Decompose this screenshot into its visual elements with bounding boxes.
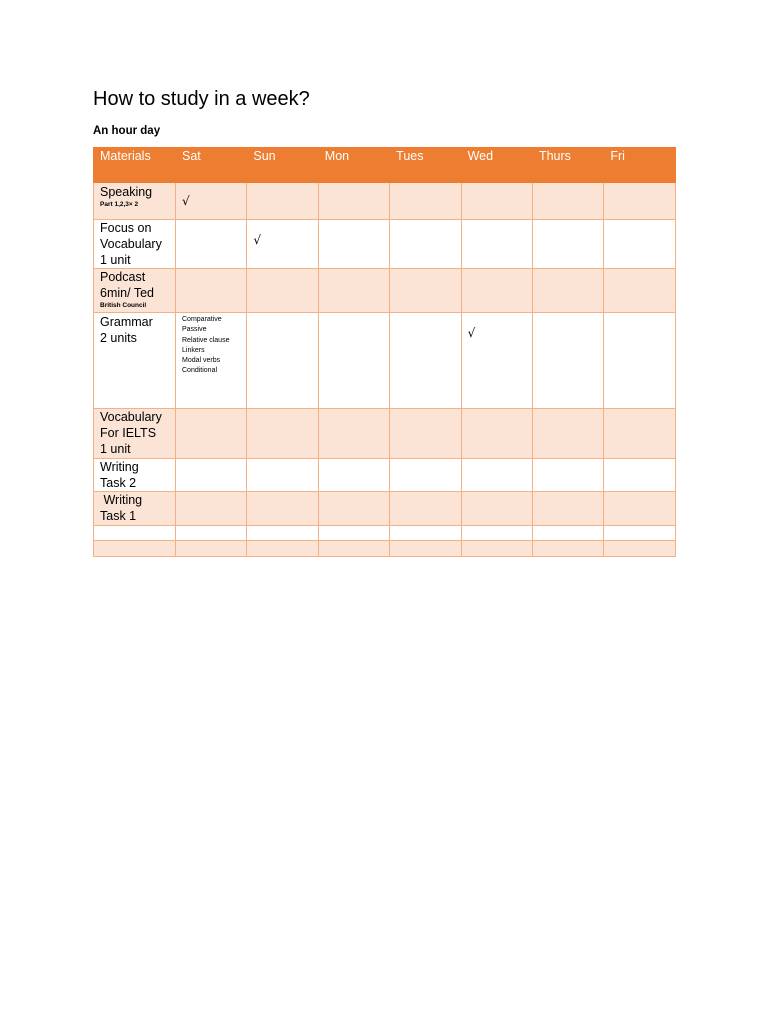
header-fri: Fri bbox=[604, 148, 675, 183]
cell-thurs bbox=[532, 220, 603, 269]
cell-sun bbox=[247, 183, 318, 220]
cell-fri bbox=[604, 183, 675, 220]
material-label: Vocabulary bbox=[100, 237, 162, 251]
cell-sat bbox=[176, 459, 247, 492]
grammar-topic: Relative clause bbox=[182, 336, 230, 344]
cell-thurs bbox=[532, 183, 603, 220]
cell-fri bbox=[604, 409, 675, 459]
material-label: 1 unit bbox=[100, 442, 131, 456]
material-label: Podcast bbox=[100, 270, 146, 284]
cell-tues bbox=[390, 220, 461, 269]
table-row bbox=[94, 220, 676, 269]
cell-sun bbox=[247, 459, 318, 492]
material-label: Vocabulary bbox=[100, 410, 162, 424]
cell-sun bbox=[247, 492, 318, 526]
cell-thurs bbox=[532, 409, 603, 459]
cell-fri bbox=[604, 269, 675, 313]
grammar-topic: Modal verbs bbox=[182, 357, 221, 365]
cell-sun bbox=[247, 526, 318, 541]
table-row bbox=[94, 409, 676, 459]
material-cell bbox=[94, 541, 176, 557]
cell-tues bbox=[390, 183, 461, 220]
cell-tues bbox=[390, 459, 461, 492]
cell-wed bbox=[461, 313, 532, 409]
cell-wed bbox=[461, 541, 532, 557]
check-mark: √ bbox=[467, 326, 476, 340]
table-row bbox=[94, 526, 676, 541]
cell-mon bbox=[318, 220, 389, 269]
table-row bbox=[94, 492, 676, 526]
cell-thurs bbox=[532, 459, 603, 492]
cell-wed bbox=[461, 269, 532, 313]
grammar-topic: Conditional bbox=[182, 367, 218, 375]
cell-thurs bbox=[532, 541, 603, 557]
cell-fri bbox=[604, 220, 675, 269]
header-sun: Sun bbox=[247, 148, 318, 183]
cell-sat bbox=[176, 269, 247, 313]
cell-fri bbox=[604, 541, 675, 557]
cell-sat bbox=[176, 541, 247, 557]
material-note: British Council bbox=[100, 302, 147, 309]
table-row bbox=[94, 269, 676, 313]
study-schedule-table bbox=[93, 147, 676, 557]
cell-sat bbox=[176, 183, 247, 220]
grammar-topic: Comparative bbox=[182, 316, 222, 323]
cell-sat bbox=[176, 526, 247, 541]
cell-thurs bbox=[532, 526, 603, 541]
material-label: For IELTS bbox=[100, 426, 157, 440]
header-sat: Sat bbox=[176, 148, 247, 183]
material-label: 2 units bbox=[100, 331, 137, 345]
material-cell bbox=[94, 459, 176, 492]
cell-mon bbox=[318, 526, 389, 541]
cell-wed bbox=[461, 526, 532, 541]
material-label: Focus on bbox=[100, 221, 152, 235]
table-row bbox=[94, 459, 676, 492]
cell-wed bbox=[461, 459, 532, 492]
header-thurs: Thurs bbox=[532, 148, 603, 183]
material-label: Writing bbox=[100, 493, 143, 507]
header-tues: Tues bbox=[390, 148, 461, 183]
cell-wed bbox=[461, 492, 532, 526]
cell-sun bbox=[247, 409, 318, 459]
material-cell bbox=[94, 183, 176, 220]
cell-wed bbox=[461, 183, 532, 220]
cell-sat bbox=[176, 492, 247, 526]
material-label: 6min/ Ted bbox=[100, 286, 154, 300]
cell-mon bbox=[318, 183, 389, 220]
cell-fri bbox=[604, 459, 675, 492]
cell-tues bbox=[390, 492, 461, 526]
cell-mon bbox=[318, 269, 389, 313]
cell-mon bbox=[318, 313, 389, 409]
cell-fri bbox=[604, 492, 675, 526]
cell-sat bbox=[176, 409, 247, 459]
cell-sun bbox=[247, 541, 318, 557]
cell-tues bbox=[390, 313, 461, 409]
cell-tues bbox=[390, 409, 461, 459]
cell-mon bbox=[318, 459, 389, 492]
page-subtitle: An hour day bbox=[93, 125, 161, 137]
cell-tues bbox=[390, 269, 461, 313]
table-header-row bbox=[94, 148, 676, 183]
material-label: Task 2 bbox=[100, 476, 137, 490]
material-label: 1 unit bbox=[100, 253, 131, 267]
cell-tues bbox=[390, 526, 461, 541]
cell-mon bbox=[318, 541, 389, 557]
material-cell bbox=[94, 269, 176, 313]
material-label: Task 1 bbox=[100, 509, 137, 523]
cell-fri bbox=[604, 313, 675, 409]
check-mark: √ bbox=[253, 233, 262, 247]
cell-wed bbox=[461, 409, 532, 459]
cell-thurs bbox=[532, 313, 603, 409]
material-note: Part 1,2,3× 2 bbox=[100, 201, 139, 208]
material-cell bbox=[94, 492, 176, 526]
cell-thurs bbox=[532, 269, 603, 313]
header-mon: Mon bbox=[318, 148, 389, 183]
cell-sun bbox=[247, 313, 318, 409]
grammar-topic-list bbox=[182, 313, 240, 377]
cell-sun bbox=[247, 220, 318, 269]
cell-wed bbox=[461, 220, 532, 269]
material-label: Speaking bbox=[100, 185, 153, 199]
table-row bbox=[94, 541, 676, 557]
cell-sat bbox=[176, 313, 247, 409]
material-cell bbox=[94, 526, 176, 541]
header-wed: Wed bbox=[461, 148, 532, 183]
cell-thurs bbox=[532, 492, 603, 526]
table-row bbox=[94, 183, 676, 220]
cell-fri bbox=[604, 526, 675, 541]
grammar-topic: Passive bbox=[182, 326, 207, 334]
cell-sat bbox=[176, 220, 247, 269]
grammar-topic: Linkers bbox=[182, 346, 205, 354]
material-cell bbox=[94, 313, 176, 409]
page-title: How to study in a week? bbox=[93, 88, 310, 110]
cell-mon bbox=[318, 492, 389, 526]
material-cell bbox=[94, 220, 176, 269]
cell-tues bbox=[390, 541, 461, 557]
cell-mon bbox=[318, 409, 389, 459]
material-cell bbox=[94, 409, 176, 459]
material-label: Grammar bbox=[100, 315, 153, 329]
header-materials: Materials bbox=[94, 148, 176, 183]
check-mark: √ bbox=[182, 194, 190, 208]
table-row bbox=[94, 313, 676, 409]
material-label: Writing bbox=[100, 460, 139, 474]
cell-sun bbox=[247, 269, 318, 313]
